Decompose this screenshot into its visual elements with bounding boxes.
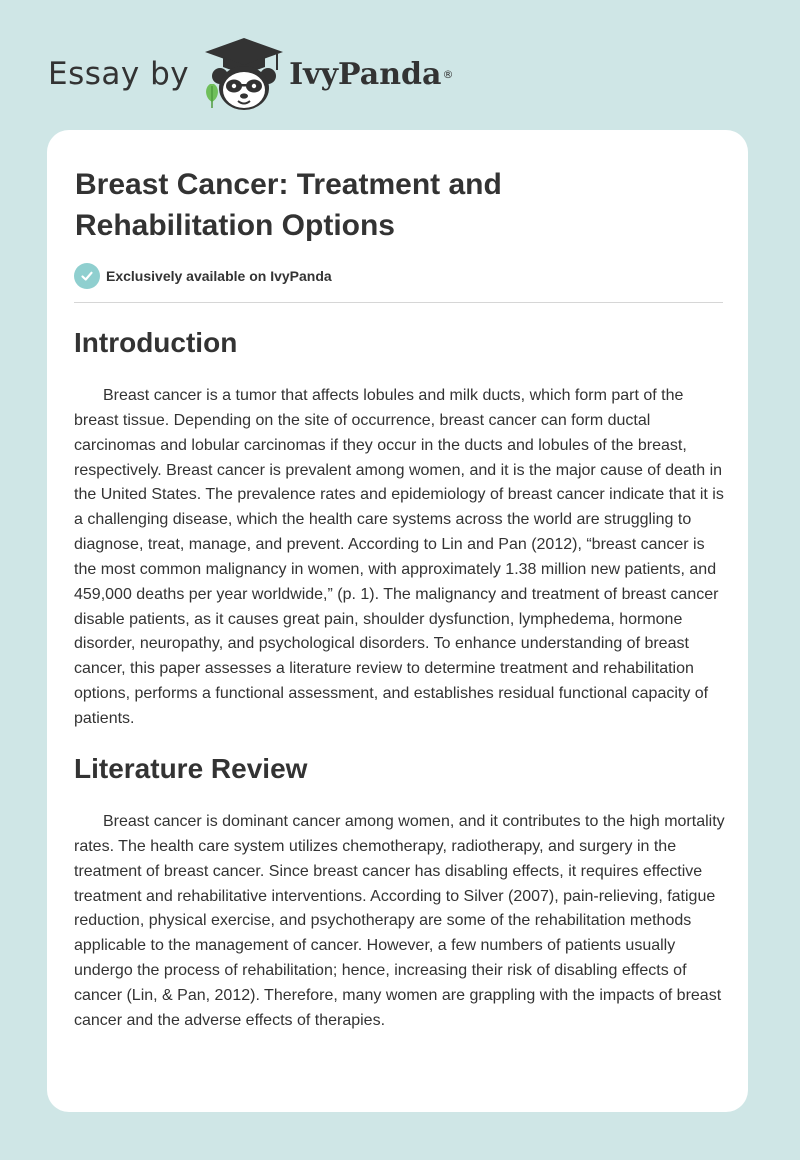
section-heading-introduction: Introduction <box>74 327 238 358</box>
brand-name: IvyPanda <box>289 56 442 92</box>
badge-label: Exclusively available on IvyPanda <box>106 268 332 284</box>
brand-prefix: Essay by <box>48 56 190 92</box>
checkmark-icon <box>74 263 100 289</box>
panda-graduation-cap-icon <box>203 36 285 112</box>
exclusive-badge <box>74 263 332 289</box>
page-title: Breast Cancer: Treatment and Rehabilitation Options <box>75 168 502 242</box>
site-header-logo[interactable] <box>48 34 453 114</box>
section-paragraph-literature-review: Breast cancer is dominant cancer among women, and it contributes to the high mortality rates. The health care system utilizes chemotherapy, radiotherapy, and surgery in the treatment of breast cancer. Since breast cancer has disabling effects, it requires effective treatment and rehabilitative interventions. According to Silver (2007), pain-relieving, fatigue reduction, physical exercise, and psychotherapy are some of the rehabilitation methods applicable to the management of cancer. However, a few numbers of patients usually undergo the process of rehabilitation; hence, increasing their risk of disabling effects of cancer (Lin, & Pan, 2012). Therefore, many women are grappling with the impacts of breast cancer and the adverse effects of therapies. <box>74 813 725 1029</box>
section-paragraph-introduction: Breast cancer is a tumor that affects lobules and milk ducts, which form part of the breast tissue. Depending on the site of occurrence, breast cancer can form ductal carcinomas and lobular carcinomas if they occur in the ducts and lobules of the breast, respectively. Breast cancer is prevalent among women, and it is the major cause of death in the United States. The prevalence rates and epidemiology of breast cancer indicate that it is a challenging disease, which the health care systems across the world are struggling to diagnose, treat, manage, and prevent. According to Lin and Pan (2012), “breast cancer is the most common malignancy in women, with approximately 1.38 million new patients, and 459,000 deaths per year worldwide,” (p. 1). The malignancy and treatment of breast cancer disable patients, as it causes great pain, shoulder dysfunction, lymphedema, hormone disorder, neuropathy, and psychological disorders. To enhance understanding of breast cancer, this paper assesses a literature review to determine treatment and rehabilitation options, performs a functional assessment, and establishes residual functional capacity of patients. <box>74 387 724 727</box>
section-heading-literature-review: Literature Review <box>74 753 308 784</box>
divider <box>74 302 723 303</box>
registered-mark: ® <box>442 67 454 81</box>
essay-card <box>47 130 748 1112</box>
